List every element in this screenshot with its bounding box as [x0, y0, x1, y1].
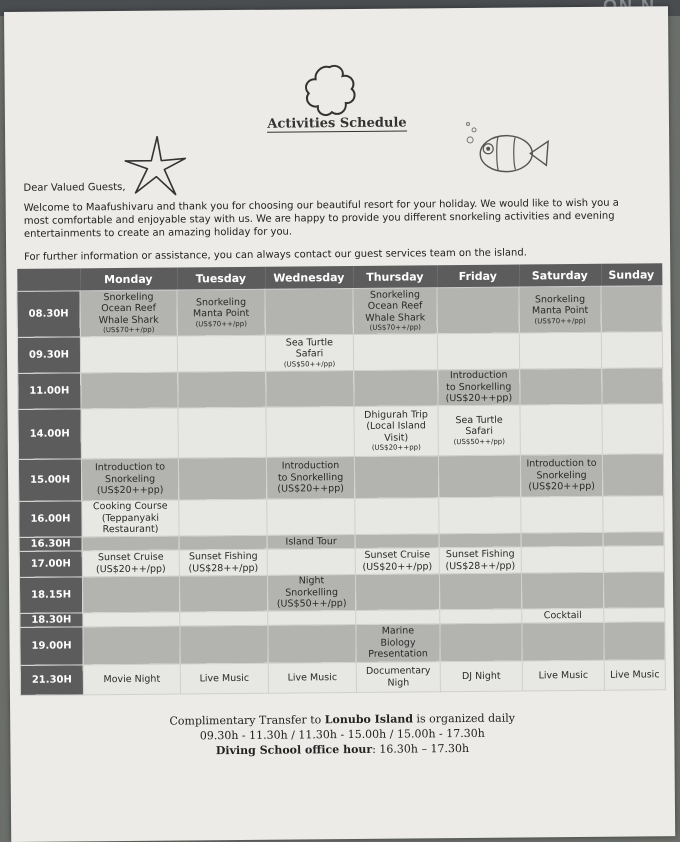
activity-name: DJ Night — [461, 670, 501, 682]
empty-cell — [353, 334, 437, 371]
empty-cell — [603, 532, 664, 547]
activity-cell — [438, 369, 520, 406]
empty-cell — [602, 404, 663, 455]
time-cell: 09.30H — [17, 337, 80, 374]
time-cell: 16.30H — [19, 537, 82, 552]
activity-cell — [356, 662, 440, 693]
activity-name: Live Music — [199, 672, 250, 685]
activity-cell — [353, 288, 437, 335]
activity-name: Movie Night — [103, 673, 161, 685]
empty-cell — [356, 610, 440, 625]
activity-cell — [179, 549, 267, 576]
activity-cell — [81, 458, 178, 501]
empty-cell — [178, 457, 266, 500]
activity-cell — [438, 405, 520, 456]
activity-cell — [177, 289, 265, 336]
empty-cell — [178, 371, 266, 408]
time-cell: 18.30H — [20, 613, 83, 628]
empty-cell — [522, 622, 604, 661]
empty-cell — [437, 333, 519, 370]
day-header-sunday: Sunday — [601, 263, 662, 286]
transfer-note: Complimentary Transfer to Lonubo Island is organized daily — [169, 711, 515, 728]
empty-cell — [601, 332, 662, 369]
clownfish-icon — [460, 117, 551, 184]
activity-cell — [265, 334, 353, 371]
activity-price: (US$50++/pp) — [453, 437, 505, 446]
empty-cell — [437, 287, 519, 334]
activity-cell — [522, 660, 604, 691]
activity-cell — [519, 286, 601, 333]
activity-name: Live Music — [610, 669, 660, 681]
activity-price: (US$70++/pp) — [195, 319, 247, 328]
empty-cell — [439, 533, 521, 548]
activity-name: Documentary Nigh — [365, 665, 431, 689]
greeting: Dear Valued Guests, — [23, 181, 126, 194]
activity-name: Sunset Cruise (US$20++/pp) — [95, 551, 166, 575]
schedule-row — [20, 660, 665, 696]
starfish-icon — [123, 134, 188, 199]
day-header-tuesday: Tuesday — [177, 267, 265, 290]
schedule-row — [17, 286, 662, 338]
activity-name: Introduction to Snorkeling (US$20++pp) — [526, 458, 597, 493]
activity-cell — [83, 664, 180, 695]
time-cell: 14.00H — [18, 409, 81, 460]
activity-name: Live Music — [538, 669, 589, 682]
activity-name: Introduction to Snorkelling (US$20++pp) — [277, 460, 344, 495]
empty-cell — [266, 406, 354, 457]
time-cell: 17.00H — [19, 551, 82, 578]
empty-cell — [266, 370, 354, 407]
activity-name: Sea Turtle Safari — [455, 414, 503, 437]
activity-cell — [356, 624, 440, 663]
activity-price: (US$70++/pp) — [369, 323, 421, 333]
day-header-thursday: Thursday — [353, 265, 437, 288]
empty-cell — [520, 368, 602, 405]
activity-price: (US$70++/pp) — [534, 316, 586, 325]
empty-cell — [520, 404, 602, 455]
intro-paragraph: Welcome to Maafushivaru and thank you for choosing our beautiful resort for your holiday. We would like to wish you a most comfortable and enjoyable stay with us. We are happy to provide you different snorkeling activities and evening entertainments to create an amazing holiday for you. — [23, 197, 619, 240]
corner-cell — [17, 268, 80, 291]
empty-cell — [267, 498, 355, 535]
activity-name: Introduction to Snorkeling (US$20++pp) — [94, 461, 166, 497]
schedule-row — [19, 496, 664, 538]
empty-cell — [81, 408, 178, 459]
activity-name: Snorkeling Ocean Reef Whale Shark — [98, 291, 159, 326]
empty-cell — [521, 532, 603, 547]
diving-school-hours: Diving School office hour: 16.30h – 17.30h — [215, 741, 470, 758]
empty-cell — [355, 534, 439, 549]
empty-cell — [83, 612, 180, 627]
empty-cell — [179, 499, 267, 536]
schedule-row — [18, 454, 663, 502]
empty-cell — [177, 335, 265, 372]
schedule-row — [20, 622, 665, 666]
activity-cell — [522, 608, 604, 623]
activity-cell — [82, 500, 179, 537]
activity-cell — [440, 661, 522, 692]
time-cell: 21.30H — [20, 665, 83, 696]
empty-cell — [439, 497, 521, 534]
activity-name: Sunset Fishing (US$28++/pp) — [188, 550, 259, 574]
activity-name: Cocktail — [543, 609, 582, 622]
empty-cell — [267, 548, 355, 575]
activity-cell — [439, 547, 521, 574]
activity-name: Live Music — [287, 671, 338, 684]
activity-name: Snorkeling Manta Point — [192, 296, 250, 320]
empty-cell — [603, 572, 664, 609]
activity-name: Introduction to Snorkelling (US$20++pp) — [445, 369, 513, 405]
day-header-friday: Friday — [437, 265, 519, 288]
empty-cell — [440, 609, 522, 624]
activity-name: Snorkeling Ocean Reef Whale Shark — [365, 289, 426, 324]
schedule-paper — [4, 6, 675, 842]
empty-cell — [179, 535, 267, 550]
empty-cell — [268, 610, 356, 625]
day-header-saturday: Saturday — [519, 264, 601, 287]
empty-cell — [355, 574, 439, 611]
empty-cell — [601, 286, 662, 333]
empty-cell — [179, 575, 267, 612]
page-title: Activities Schedule — [267, 115, 407, 132]
activity-name: Sea Turtle Safari — [285, 336, 334, 360]
activity-cell — [604, 660, 665, 691]
empty-cell — [83, 626, 180, 665]
empty-cell — [82, 536, 179, 551]
day-header-monday: Monday — [80, 268, 177, 291]
transfer-times: 09.30h - 11.30h / 11.30h - 15.00h / 15.00h - 17.30h — [199, 726, 485, 743]
empty-cell — [80, 336, 177, 373]
empty-cell — [603, 496, 664, 533]
activity-cell — [266, 456, 354, 499]
activity-cell — [354, 406, 438, 457]
empty-cell — [602, 368, 663, 405]
schedule-row — [19, 572, 664, 614]
activity-cell — [520, 454, 602, 497]
empty-cell — [604, 608, 665, 623]
empty-cell — [439, 573, 521, 610]
activity-cell — [267, 574, 355, 611]
empty-cell — [354, 370, 438, 407]
activity-price: (US$50++/pp) — [283, 359, 336, 369]
activity-price: (US$20++pp) — [371, 443, 421, 453]
activity-cell — [80, 290, 177, 337]
empty-cell — [81, 372, 178, 409]
schedule-row — [17, 332, 662, 374]
activity-name: Dhigurah Trip (Local Island Visit) — [364, 409, 428, 444]
schedule-row — [18, 368, 663, 410]
empty-cell — [521, 572, 603, 609]
empty-cell — [521, 546, 603, 573]
activity-name: Sunset Fishing (US$28++/pp) — [445, 548, 516, 572]
time-cell: 19.00H — [20, 627, 83, 666]
empty-cell — [521, 496, 603, 533]
empty-cell — [180, 611, 268, 626]
activity-cell — [267, 534, 355, 549]
empty-cell — [603, 546, 664, 573]
activity-cell — [82, 550, 179, 577]
empty-cell — [82, 576, 179, 613]
info-paragraph: For further information or assistance, you can always contact our guest services team on the island. — [24, 247, 527, 263]
time-cell: 15.00H — [18, 459, 81, 502]
activity-cell — [355, 548, 439, 575]
activity-name: Night Snorkelling (US$50++/pp) — [276, 575, 347, 610]
empty-cell — [355, 498, 439, 535]
empty-cell — [440, 623, 522, 662]
activity-name: Cooking Course (Teppanyaki Restaurant) — [92, 500, 168, 536]
empty-cell — [178, 407, 266, 458]
day-header-wednesday: Wednesday — [265, 266, 353, 289]
schedule-row — [18, 404, 663, 460]
empty-cell — [604, 622, 665, 661]
activity-cell — [268, 662, 356, 693]
activity-name: Island Tour — [285, 535, 337, 548]
activity-cell — [180, 663, 268, 694]
activity-name: Marine Biology Presentation — [368, 625, 428, 661]
time-cell: 16.00H — [19, 501, 82, 538]
empty-cell — [265, 288, 353, 335]
time-cell: 11.00H — [18, 373, 81, 410]
empty-cell — [354, 456, 438, 499]
activity-name: Sunset Cruise (US$20++/pp) — [362, 549, 433, 573]
empty-cell — [180, 625, 268, 664]
empty-cell — [519, 332, 601, 369]
empty-cell — [602, 454, 663, 497]
time-cell: 08.30H — [17, 291, 80, 338]
flower-logo-icon — [300, 61, 359, 122]
empty-cell — [438, 455, 520, 498]
empty-cell — [268, 624, 356, 663]
activities-table — [16, 263, 666, 696]
time-cell: 18.15H — [19, 577, 82, 614]
activity-price: (US$70++/pp) — [103, 325, 155, 335]
activity-name: Snorkeling Manta Point — [531, 293, 589, 317]
